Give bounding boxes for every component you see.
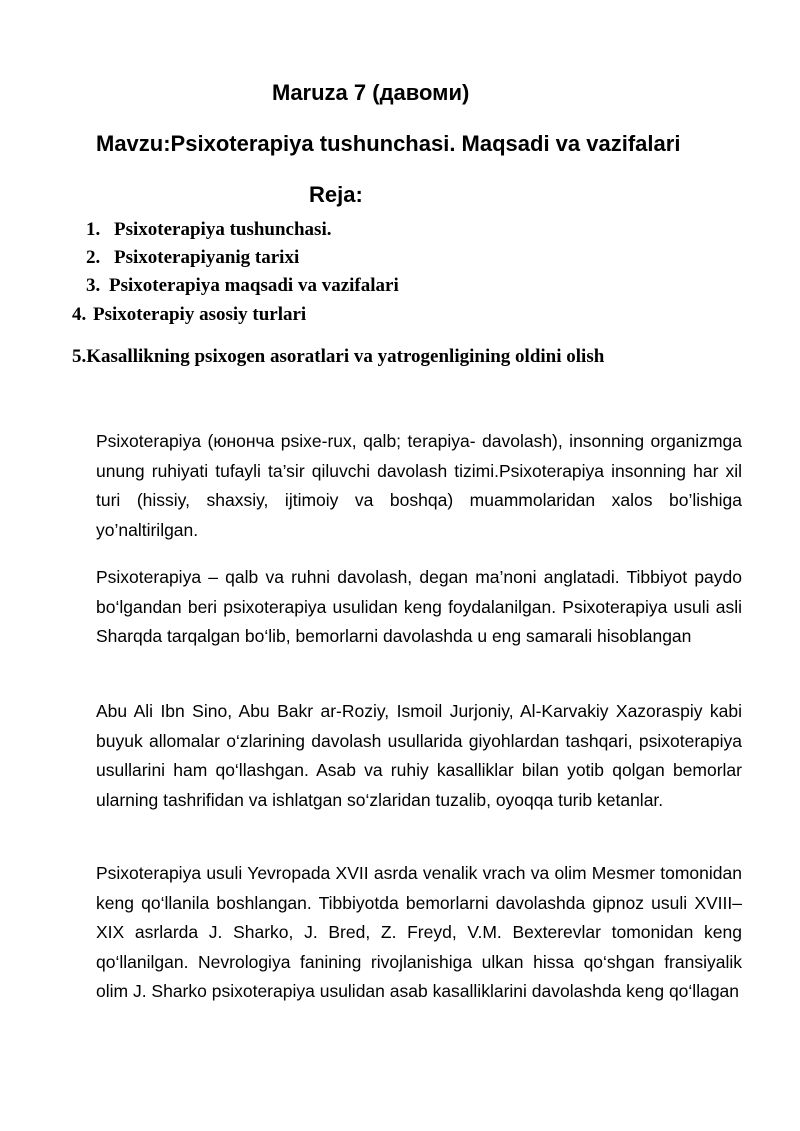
plan-item-number: 5. <box>72 346 87 367</box>
plan-item <box>86 245 299 271</box>
plan-item-number: 3. <box>86 275 101 296</box>
body-paragraph: Abu Ali Ibn Sino, Abu Bakr ar-Roziy, Ismoil Jurjoniy, Al-Karvakiy Xazoraspiy kabi buyuk allomalar o‘zlarining davolash usullarida giyohlardan tashqari, psixoterapiya usullarini ham qo‘llashgan. Asab va ruhiy kasalliklar bilan yotib qolgan bemorlar ularning tashrifidan va ishlatgan so‘zlaridan tuzalib, oyoqqa turib ketanlar. <box>96 701 742 810</box>
body-paragraph: Psixoterapiya – qalb va ruhni davolash, degan ma’noni anglatadi. Tibbiyot paydo bo‘lgandan beri psixoterapiya usulidan keng foydalanilgan. Psixoterapiya usuli asli Sharqda tarqalgan bo‘lib, bemorlarni davolashda u eng samarali hisoblangan <box>96 567 742 646</box>
lecture-title: Maruza 7 (давоми) <box>272 80 470 105</box>
plan-item-text: Psixoterapiy asosiy turlari <box>93 304 307 325</box>
body-paragraph: Psixoterapiya (юнонча psixe-rux, qalb; terapiya- davolash), insonning organizmga unung ruhiyati tufayli ta’sir qiluvchi davolash tizimi.Psixoterapiya insonning har xil turi (hissiy, shaxsiy, ijtimoiy va boshqa) muammolaridan xalos bo’lishiga yo’naltirilgan. <box>96 431 742 540</box>
plan-item-number: 1. <box>86 219 101 240</box>
plan-item-text: Kasallikning psixogen asoratlari va yatrogenligining oldini olish <box>86 346 605 367</box>
plan-item <box>72 344 604 370</box>
plan-heading: Reja: <box>309 182 363 207</box>
plan-item <box>72 302 306 328</box>
plan-item-number: 4. <box>72 304 87 325</box>
plan-item <box>86 217 331 243</box>
plan-item-number: 2. <box>86 247 101 268</box>
body-paragraph: Psixoterapiya usuli Yevropada XVII asrda venalik vrach va olim Mesmer tomonidan keng qo‘llanila boshlangan. Tibbiyotda bemorlarni davolashda gipnoz usuli XVIII–XIX asrlarda J. Sharko, J. Bred, Z. Freyd, V.M. Bexterevlar tomonidan keng qo‘llanilgan. Nevrologiya fanining rivojlanishiga ulkan hissa qo‘shgan fransiyalik olim J. Sharko psixoterapiya usulidan asab kasalliklarini davolashda keng qo‘llagan <box>96 863 742 1001</box>
lecture-subject: Mavzu:Psixoterapiya tushunchasi. Maqsadi va vazifalari <box>96 131 681 156</box>
plan-item <box>86 273 399 299</box>
plan-item-text: Psixoterapiya maqsadi va vazifalari <box>109 275 399 296</box>
plan-item-text: Psixoterapiya tushunchasi. <box>114 219 332 240</box>
plan-item-text: Psixoterapiyanig tarixi <box>114 247 300 268</box>
